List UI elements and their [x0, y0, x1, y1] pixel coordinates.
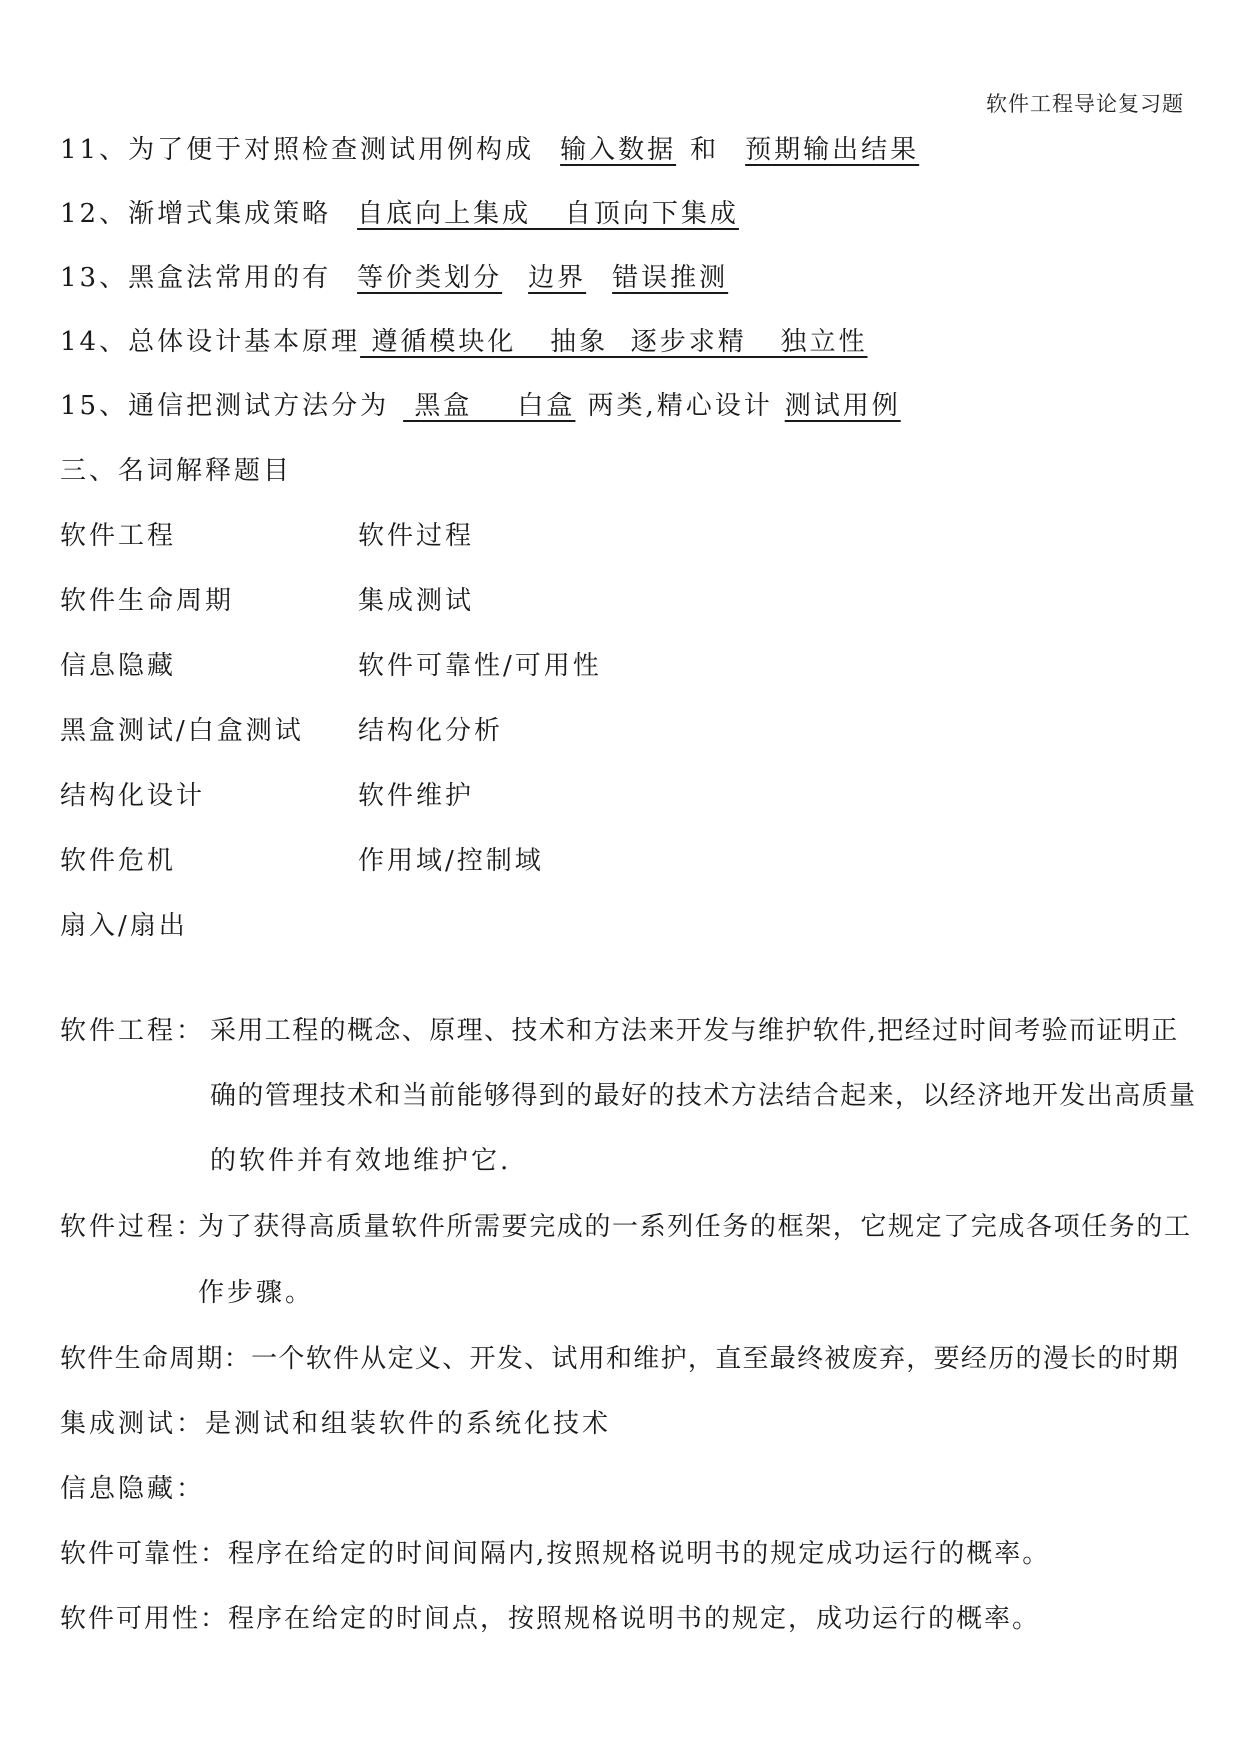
definition-text: 采用工程的概念、原理、技术和方法来开发与维护软件,把经过时间考验而证明正 [210, 1016, 1179, 1046]
term-item: 软件工程 [60, 521, 177, 551]
answer-blank: 测试用例 [784, 391, 901, 421]
answer-blank: 输入数据 [560, 135, 677, 165]
item-number: 12、 [60, 199, 129, 229]
definition-text: 确的管理技术和当前能够得到的最好的技术方法结合起来，以经济地开发出高质量 [210, 1081, 1197, 1111]
definition-label: 软件工程： [60, 1016, 206, 1046]
answer-blank: 自底向上集成 自顶向下集成 [357, 199, 739, 229]
definition-text: 信息隐藏： [60, 1474, 206, 1504]
fill-item-13 [60, 265, 728, 291]
term-item: 软件过程 [358, 521, 475, 551]
definition-label: 软件过程： [60, 1212, 206, 1242]
term-item: 信息隐藏 [60, 651, 177, 681]
item-text: 黑盒法常用的有 [128, 263, 332, 293]
fill-item-14 [60, 329, 868, 355]
answer-blank: 遵循模块化 抽象 逐步求精 独立性 [360, 327, 868, 357]
item-number: 14、 [60, 327, 129, 357]
item-text: 通信把测试方法分为 [128, 391, 390, 421]
definition-text: 软件生命周期：一个软件从定义、开发、试用和维护，直至最终被废弃，要经历的漫长的时期 [60, 1344, 1180, 1374]
item-number: 13、 [60, 263, 129, 293]
definition-text: 软件可用性：程序在给定的时间点，按照规格说明书的规定，成功运行的概率。 [60, 1604, 1041, 1634]
definition-text: 的软件并有效地维护它. [210, 1146, 512, 1176]
fill-item-15 [60, 393, 901, 419]
page-header: 软件工程导论复习题 [986, 92, 1184, 116]
item-joiner: 和 [690, 135, 720, 165]
item-text: 总体设计基本原理 [128, 327, 361, 357]
answer-blank: 预期输出结果 [745, 135, 920, 165]
term-item: 结构化分析 [358, 716, 504, 746]
item-mid-text: 两类,精心设计 [587, 391, 773, 421]
term-item: 软件维护 [358, 781, 475, 811]
term-item: 集成测试 [358, 586, 475, 616]
definition-text: 为了获得高质量软件所需要完成的一系列任务的框架，它规定了完成各项任务的工 [198, 1212, 1192, 1242]
definition-text: 软件可靠性：程序在给定的时间间隔内,按照规格说明书的规定成功运行的概率。 [60, 1539, 1051, 1569]
fill-item-12 [60, 201, 739, 227]
definition-text: 集成测试：是测试和组装软件的系统化技术 [60, 1409, 612, 1439]
section-title: 三、名词解释题目 [60, 456, 293, 486]
term-item: 结构化设计 [60, 781, 206, 811]
answer-blank: 边界 [528, 263, 587, 293]
item-number: 15、 [60, 391, 129, 421]
item-text: 渐增式集成策略 [128, 199, 332, 229]
item-text: 为了便于对照检查测试用例构成 [128, 135, 535, 165]
term-item: 扇入/扇出 [60, 911, 188, 941]
fill-item-11 [60, 137, 919, 163]
definition-text: 作步骤。 [198, 1278, 315, 1308]
term-item: 黑盒测试/白盒测试 [60, 716, 304, 746]
answer-blank: 错误推测 [612, 263, 729, 293]
item-number: 11、 [60, 135, 129, 165]
answer-blank: 黑盒 白盒 [403, 391, 576, 421]
term-item: 软件可靠性/可用性 [358, 651, 602, 681]
answer-blank: 等价类划分 [357, 263, 503, 293]
term-item: 软件危机 [60, 846, 177, 876]
term-item: 软件生命周期 [60, 586, 235, 616]
term-item: 作用域/控制域 [358, 846, 544, 876]
